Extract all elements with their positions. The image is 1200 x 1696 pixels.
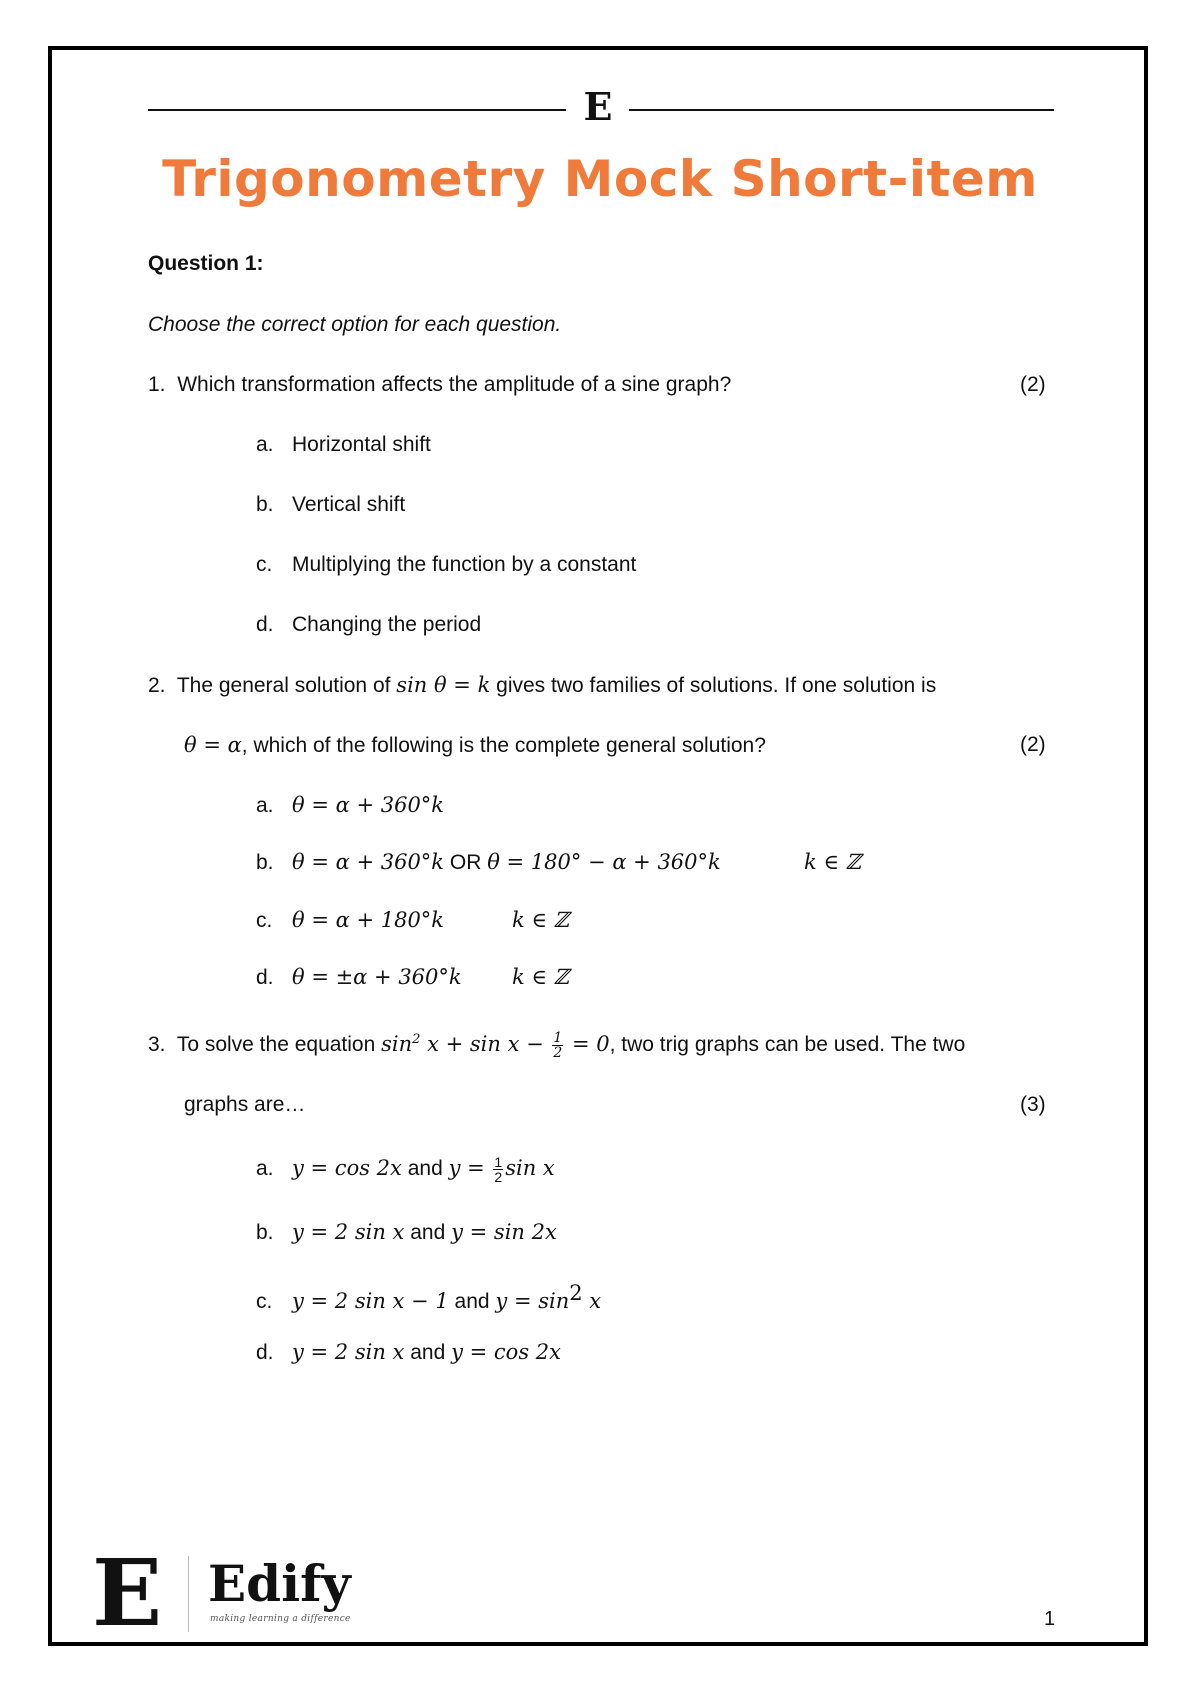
q2-option-b <box>256 848 721 877</box>
option-text: Multiplying the function by a constant <box>292 553 637 576</box>
question-3-line-2: graphs are… <box>184 1093 306 1116</box>
option-math: y = 2 sin x <box>292 1220 405 1244</box>
option-math: θ = α + 180°k <box>292 908 445 932</box>
question-1-marks: (2) <box>1020 373 1046 396</box>
q1-option-b <box>256 491 405 519</box>
option-label: b. <box>256 851 274 874</box>
question-number: 2. <box>148 674 166 697</box>
q2-option-c <box>256 906 444 935</box>
option-label: d. <box>256 966 274 989</box>
q1-option-a <box>256 431 431 459</box>
fraction: $\frac{1}{2}$ <box>494 1153 503 1185</box>
question-1 <box>148 371 731 399</box>
q2-option-c-domain: k ∈ ℤ <box>512 908 569 932</box>
option-label: a. <box>256 1157 274 1180</box>
q3-option-a <box>256 1154 555 1184</box>
option-math: θ = α + 360°k <box>292 850 445 874</box>
option-label: b. <box>256 1221 274 1244</box>
option-label: a. <box>256 433 274 456</box>
option-text: Horizontal shift <box>292 433 431 456</box>
question-number: 3. <box>148 1033 166 1056</box>
option-label: a. <box>256 794 274 817</box>
option-math: y = cos 2x <box>292 1156 402 1180</box>
option-math: y = <box>448 1156 492 1180</box>
question-2-line-1 <box>148 671 936 700</box>
question-heading: Question 1: <box>148 252 264 275</box>
option-label: d. <box>256 1341 274 1364</box>
instruction-text: Choose the correct option for each question. <box>148 313 562 336</box>
q1-option-d <box>256 611 481 639</box>
document-title: Trigonometry Mock Short-item <box>162 150 1038 208</box>
logo-wordmark: Edify <box>208 1554 351 1613</box>
option-label: b. <box>256 493 274 516</box>
option-label: c. <box>256 553 273 576</box>
option-text: Vertical shift <box>292 493 406 516</box>
option-text: Changing the period <box>292 613 482 636</box>
option-math: θ = 180° − α + 360°k <box>487 850 721 874</box>
option-connector: and <box>448 1290 496 1313</box>
q1-option-c <box>256 551 636 579</box>
question-3-line-1 <box>148 1026 965 1060</box>
fraction: $\frac{1}{2}$ <box>553 1030 563 1061</box>
logo-divider <box>188 1556 189 1632</box>
q2-option-a <box>256 791 444 820</box>
question-text: To solve the equation <box>176 1033 382 1056</box>
option-label: d. <box>256 613 274 636</box>
page-border <box>48 46 1148 1646</box>
q2-option-d <box>256 963 462 992</box>
option-label: c. <box>256 909 273 932</box>
superscript: 2 <box>569 1281 583 1305</box>
option-connector: and <box>401 1157 449 1180</box>
question-text: Which transformation affects the amplitude of a sine graph? <box>177 373 732 396</box>
option-connector: and <box>404 1221 452 1244</box>
q3-option-d <box>256 1338 561 1367</box>
question-number: 1. <box>148 373 166 396</box>
option-math: y = cos 2x <box>451 1340 561 1364</box>
q3-option-b <box>256 1218 557 1247</box>
question-text: , which of the following is the complete general solution? <box>241 734 766 757</box>
question-math: θ = α <box>184 733 242 757</box>
option-math: y = 2 sin x <box>292 1340 405 1364</box>
header-line-left <box>148 109 566 111</box>
option-math: y = sin 2x <box>451 1220 557 1244</box>
question-3-marks: (3) <box>1020 1093 1046 1116</box>
header-rule <box>148 84 1054 129</box>
option-math: θ = α + 360°k <box>292 793 445 817</box>
option-math: sin x <box>505 1156 555 1180</box>
question-math: sin θ = k <box>396 673 491 697</box>
question-equation: $\sin^2 x + \sin x$ − $\frac{1}{2}$ = 0 <box>381 1030 610 1061</box>
option-label: c. <box>256 1290 273 1313</box>
option-math: x <box>582 1289 602 1313</box>
question-2-marks: (2) <box>1020 733 1046 756</box>
q2-option-b-domain: k ∈ ℤ <box>804 850 861 874</box>
header-logo-mark: E <box>583 84 613 129</box>
question-text: The general solution of <box>176 674 397 697</box>
question-text: , two trig graphs can be used. The two <box>609 1033 966 1056</box>
option-connector: OR <box>444 851 488 874</box>
header-line-right <box>629 109 1054 111</box>
page-number: 1 <box>1044 1608 1056 1630</box>
option-math: y = sin <box>495 1289 570 1313</box>
logo-mark: E <box>92 1539 163 1647</box>
edify-logo <box>92 1539 372 1647</box>
logo-tagline: making learning a difference <box>210 1614 351 1624</box>
question-text: gives two families of solutions. If one solution is <box>490 674 937 697</box>
q2-option-d-domain: k ∈ ℤ <box>512 965 569 989</box>
option-connector: and <box>404 1341 452 1364</box>
question-2-line-2 <box>184 731 766 760</box>
option-math: θ = ±α + 360°k <box>292 965 462 989</box>
q3-option-c <box>256 1279 601 1316</box>
option-math: y = 2 sin x − 1 <box>292 1289 449 1313</box>
